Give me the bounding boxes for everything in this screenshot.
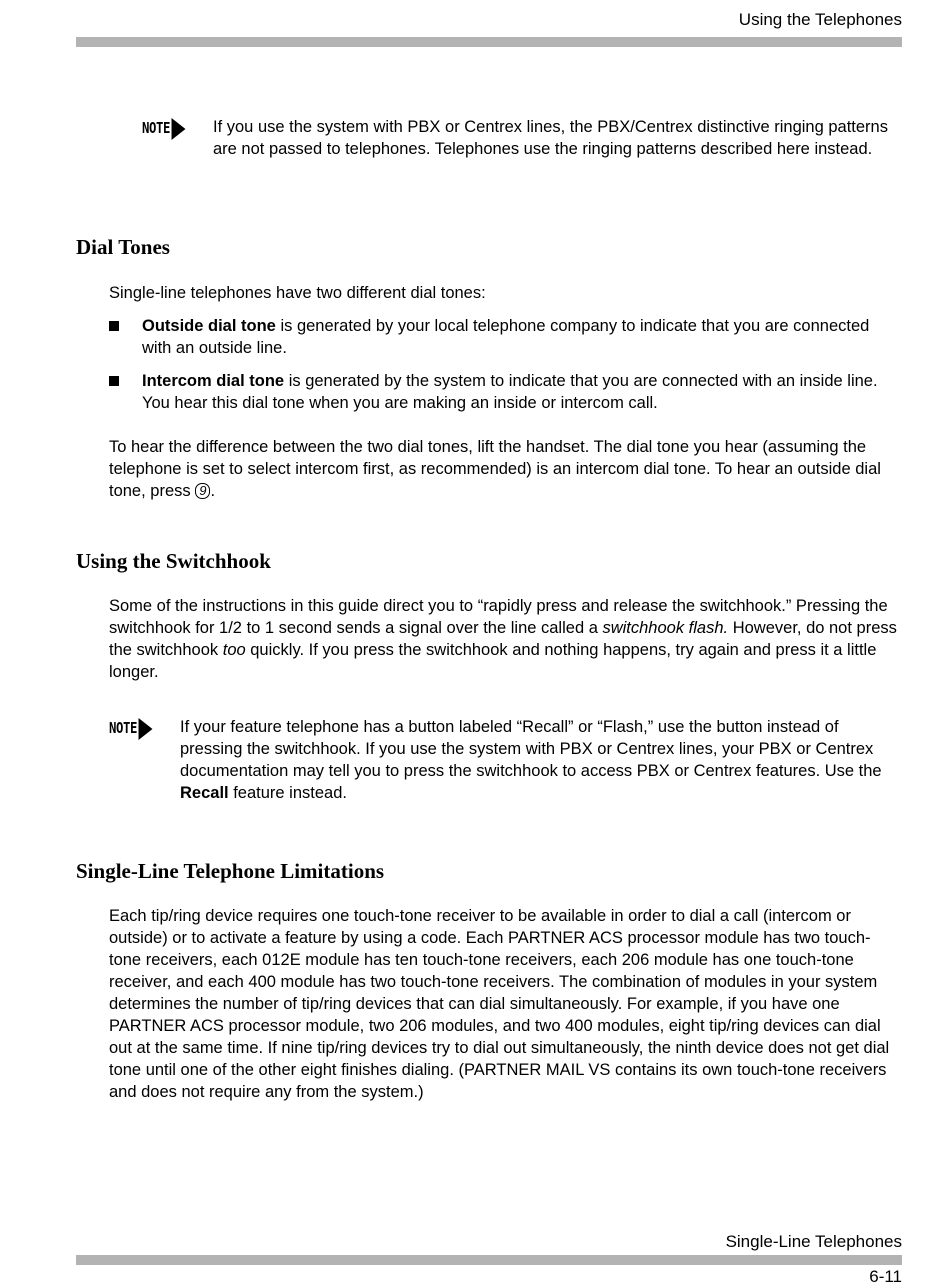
footer-section-title: Single-Line Telephones — [725, 1232, 902, 1251]
switchhook-too-emphasis: too — [222, 641, 246, 659]
header-rule — [76, 37, 902, 47]
bullet-term: Intercom dial tone — [142, 372, 285, 390]
dial-tones-intro: Single-line telephones have two different dial tones: — [109, 284, 486, 302]
note-label: NOTE — [109, 719, 137, 737]
note-ringing-patterns — [142, 116, 902, 160]
dial-tones-paragraph — [109, 436, 902, 502]
footer-rule — [76, 1255, 902, 1265]
recall-feature-term: Recall — [180, 784, 229, 802]
list-item — [109, 370, 902, 414]
heading-limitations: Single-Line Telephone Limitations — [76, 859, 385, 883]
switchhook-paragraph — [109, 595, 902, 683]
bullet-term: Outside dial tone — [142, 317, 276, 335]
switchhook-text-3: quickly. If you press the switchhook and nothing happens, try again and press it a little longer. — [109, 641, 877, 681]
switchhook-text-1: Some of the instructions in this guide direct you to “rapidly press and release the switchhook.” Pressing the switchhook for 1/2 to 1 second sends a signal over the line called a — [109, 597, 888, 637]
note-icon — [142, 116, 186, 140]
note-text-2: feature instead. — [228, 784, 347, 802]
dial-tone-list — [109, 315, 902, 425]
note-icon — [109, 716, 153, 740]
running-head: Using the Telephones — [738, 10, 902, 29]
heading-dial-tones: Dial Tones — [76, 235, 170, 259]
dial-tones-period: . — [210, 482, 216, 500]
note-arrow-icon — [139, 718, 153, 740]
bullet-text: is generated by your local telephone company to indicate that you are connected with an outside line. — [142, 317, 870, 357]
note-text — [180, 716, 902, 804]
note-recall-flash — [109, 716, 902, 804]
dial-tones-text: To hear the difference between the two dial tones, lift the handset. The dial tone you hear (assuming the telephone is set to select intercom first, as recommended) is an intercom dial tone. To hear an outside dial tone, press — [109, 438, 881, 500]
bullet-text: is generated by the system to indicate that you are connected with an inside line. You hear this dial tone when you are making an inside or intercom call. — [142, 372, 878, 412]
heading-switchhook: Using the Switchhook — [76, 549, 271, 573]
bullet-square-icon — [109, 376, 119, 386]
note-text: If you use the system with PBX or Centrex lines, the PBX/Centrex distinctive ringing patterns are not passed to telephones. Telephones use the ringing patterns described here instead. — [213, 118, 888, 158]
limitations-paragraph: Each tip/ring device requires one touch-tone receiver to be available in order to dial a call (intercom or outside) or to activate a feature by using a code. Each PARTNER ACS processor module has two touch-tone receivers, each 012E module has ten touch-tone receivers, each 206 module has one touch-tone receiver, and each 400 module has two touch-tone receivers. The combination of modules in your system determines the number of tip/ring devices that can dial simultaneously. For example, if you have one PARTNER ACS processor module, two 206 modules, and two 400 modules, eight tip/ring devices can dial out at the same time. If nine tip/ring devices try to dial out simultaneously, the ninth device does not get dial tone until one of the other eight finishes dialing. (PARTNER MAIL VS contains its own touch-tone receivers and does not require any from the system.) — [109, 907, 890, 1101]
note-arrow-icon — [172, 118, 186, 140]
note-label: NOTE — [142, 119, 170, 137]
bullet-square-icon — [109, 321, 119, 331]
page-number: 6-11 — [869, 1267, 902, 1286]
note-text-1: If your feature telephone has a button labeled “Recall” or “Flash,” use the button instead of pressing the switchhook. If you use the system with PBX or Centrex lines, your PBX or Centrex documentation may tell you to press the switchhook to access PBX or Centrex features. Use the — [180, 718, 882, 780]
switchhook-flash-term: switchhook flash. — [602, 619, 729, 637]
key-9-icon: 9 — [195, 483, 210, 499]
switchhook-text-2: However, do not press the switchhook — [109, 619, 897, 659]
list-item — [109, 315, 902, 359]
